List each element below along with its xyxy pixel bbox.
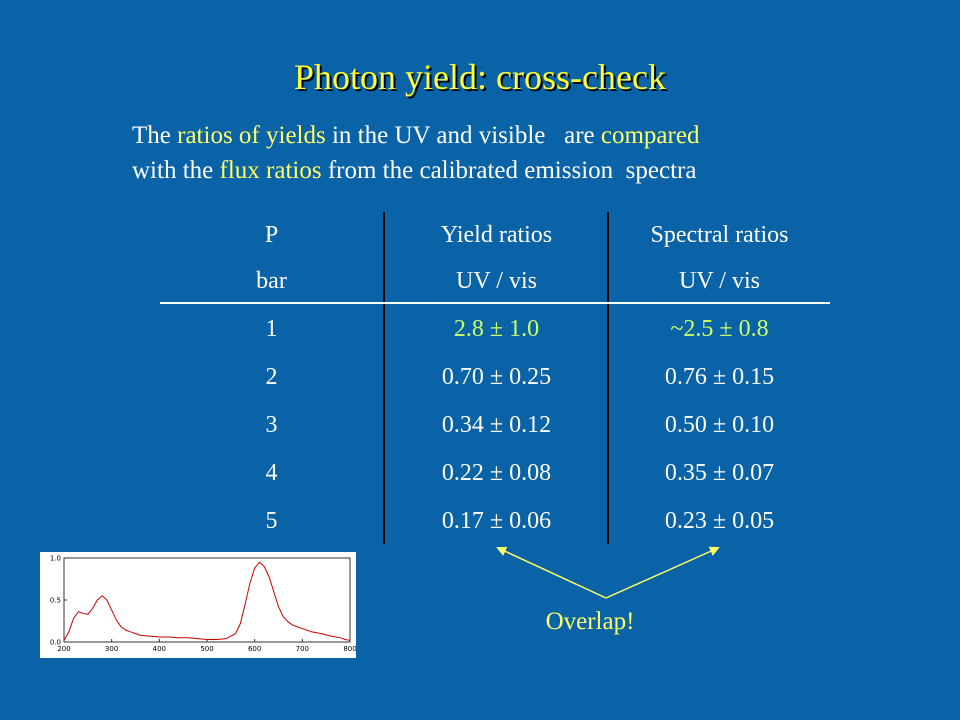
header-yield-ratios: Yield ratios [440, 222, 553, 248]
cell-spectral-ratio: 0.23 ± 0.05 [664, 508, 775, 534]
cell-yield-ratio: 0.34 ± 0.12 [441, 412, 552, 438]
cell-yield-ratio: 0.22 ± 0.08 [441, 460, 552, 486]
subtitle-line-1 [132, 118, 872, 153]
x-tick-label: 600 [247, 645, 262, 653]
subtitle-emphasis: ratios of yields [177, 122, 326, 149]
slide-subtitle [132, 118, 872, 188]
y-tick-label: 0.5 [49, 596, 61, 605]
subtitle-line-2 [132, 153, 872, 188]
spectrum-series-line [64, 562, 350, 640]
cell-spectral-ratio: 0.76 ± 0.15 [664, 364, 775, 390]
cell-pressure: 5 [265, 508, 278, 534]
header-spectral-ratios: Spectral ratios [650, 222, 789, 248]
subtitle-text: from the calibrated emission spectra [321, 157, 697, 184]
overlap-arrow-right [606, 548, 718, 598]
y-tick-label: 1.0 [49, 554, 61, 563]
slide-title: Photon yield: cross-check [294, 57, 666, 97]
cell-pressure: 1 [265, 316, 278, 342]
cell-pressure: 4 [265, 460, 278, 486]
cell-pressure: 2 [265, 364, 278, 390]
cell-yield-ratio: 0.17 ± 0.06 [441, 508, 552, 534]
x-tick-label: 500 [200, 645, 214, 653]
overlap-arrow-left [498, 548, 606, 598]
cell-spectral-ratio: 0.35 ± 0.07 [664, 460, 775, 486]
cell-spectral-ratio: ~2.5 ± 0.8 [670, 316, 769, 342]
x-tick-label: 800 [343, 645, 356, 653]
subtitle-text: in the UV and visible are [325, 122, 601, 149]
x-tick-label: 200 [57, 645, 71, 653]
subtitle-emphasis: flux ratios [219, 157, 322, 184]
ratio-table [160, 212, 830, 547]
subtitle-text: with the [132, 157, 220, 184]
spectrum-chart [40, 552, 356, 658]
subtitle-text: The [132, 122, 178, 149]
cell-spectral-ratio: 0.50 ± 0.10 [664, 412, 775, 438]
y-tick-label: 0.0 [49, 638, 61, 647]
x-tick-label: 400 [152, 645, 167, 653]
emission-spectrum-plot [40, 552, 356, 658]
subtitle-emphasis: compared [600, 122, 700, 149]
header-spectral-unit: UV / vis [679, 268, 760, 294]
overlap-label: Overlap! [545, 608, 635, 635]
cell-yield-ratio: 2.8 ± 1.0 [453, 316, 540, 342]
cell-yield-ratio: 0.70 ± 0.25 [441, 364, 552, 390]
x-tick-label: 300 [104, 645, 119, 653]
x-tick-label: 700 [295, 645, 310, 653]
header-yield-unit: UV / vis [456, 268, 537, 294]
header-rule [160, 302, 830, 304]
header-pressure: P [264, 222, 279, 248]
header-pressure-unit: bar [256, 268, 287, 294]
cell-pressure: 3 [265, 412, 278, 438]
